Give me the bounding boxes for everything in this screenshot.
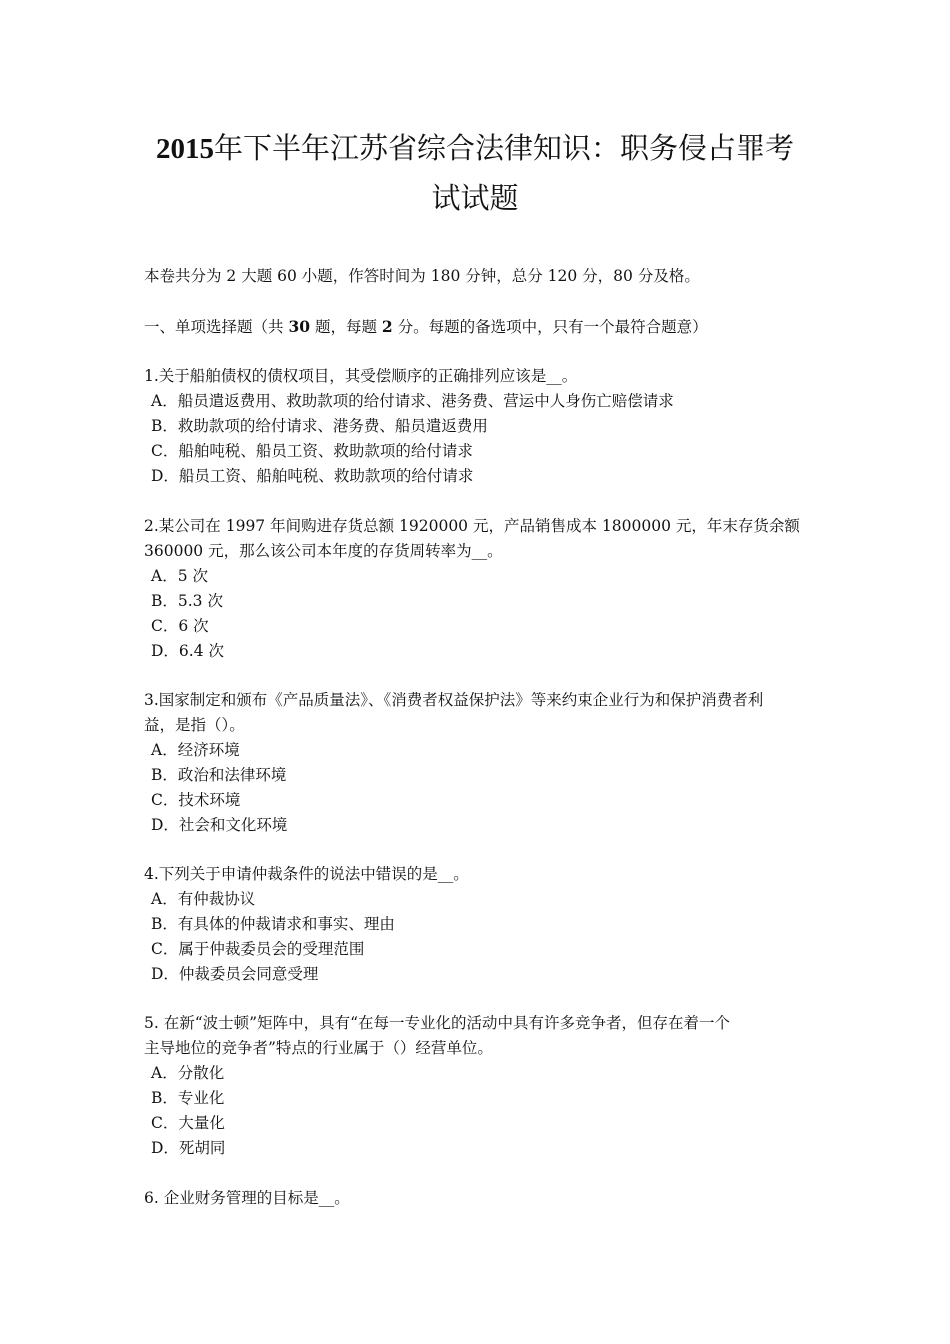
question-option: D．船员工资、船舶吨税、救助款项的给付请求 <box>151 467 474 485</box>
question-option: C．船舶吨税、船员工资、救助款项的给付请求 <box>151 442 473 460</box>
section-count: 30 <box>288 317 311 336</box>
question-stem: 6. 企业财务管理的目标是__。 <box>144 1189 350 1207</box>
question-option: A．5 次 <box>151 567 208 585</box>
question-option: A．有仲裁协议 <box>151 890 256 908</box>
section-suffix: 分。每题的备选项中，只有一个最符合题意） <box>392 318 708 336</box>
question-option: C．大量化 <box>151 1114 225 1132</box>
question-stem: 360000 元，那么该公司本年度的存货周转率为__。 <box>144 542 503 560</box>
question-option: D．社会和文化环境 <box>151 816 288 834</box>
question-stem: 主导地位的竞争者”特点的行业属于（）经营单位。 <box>144 1039 493 1057</box>
question-option: C．属于仲裁委员会的受理范围 <box>151 940 365 958</box>
section-prefix: 一、单项选择题（共 <box>144 318 289 336</box>
question-stem: 5. 在新“波士顿”矩阵中，具有“在每一专业化的活动中具有许多竞争者，但存在着一个 <box>144 1014 730 1032</box>
section-score: 2 <box>381 317 393 336</box>
question-option: B．救助款项的给付请求、港务费、船员遣返费用 <box>151 417 488 435</box>
question-option: C．6 次 <box>151 617 209 635</box>
question-option: C．技术环境 <box>151 791 241 809</box>
question-option: B．5.3 次 <box>151 592 223 610</box>
question-stem: 3.国家制定和颁布《产品质量法》、《消费者权益保护法》等来约束企业行为和保护消费者利 <box>144 691 764 709</box>
question-stem: 益，是指（）。 <box>144 716 245 734</box>
question-option: B．专业化 <box>151 1089 225 1107</box>
question-option: A．分散化 <box>151 1064 225 1082</box>
title-year: 2015 <box>155 133 214 165</box>
question-option: D．6.4 次 <box>151 642 225 660</box>
section-heading <box>144 314 814 340</box>
question-option: B．有具体的仲裁请求和事实、理由 <box>151 915 395 933</box>
question-option: A．经济环境 <box>151 741 240 759</box>
question-option: A．船员遣返费用、救助款项的给付请求、港务费、营运中人身伤亡赔偿请求 <box>151 392 674 410</box>
question-option: D．死胡同 <box>151 1139 226 1157</box>
question-stem: 4.下列关于申请仲裁条件的说法中错误的是__。 <box>144 865 469 883</box>
document-title-line-1 <box>0 128 950 169</box>
question-option: B．政治和法律环境 <box>151 766 287 784</box>
title-text: 年下半年江苏省综合法律知识：职务侵占罪考 <box>213 131 794 165</box>
exam-intro: 本卷共分为 2 大题 60 小题，作答时间为 180 分钟，总分 120 分，80 分及格。 <box>144 267 700 285</box>
question-stem: 1.关于船舶债权的债权项目，其受偿顺序的正确排列应该是__。 <box>144 367 578 385</box>
question-option: D．仲裁委员会同意受理 <box>151 965 319 983</box>
question-stem: 2.某公司在 1997 年间购进存货总额 1920000 元，产品销售成本 1800000 元，年末存货余额 <box>144 517 800 535</box>
section-mid: 题，每题 <box>310 318 382 336</box>
document-title-line-2: 试试题 <box>431 181 519 215</box>
